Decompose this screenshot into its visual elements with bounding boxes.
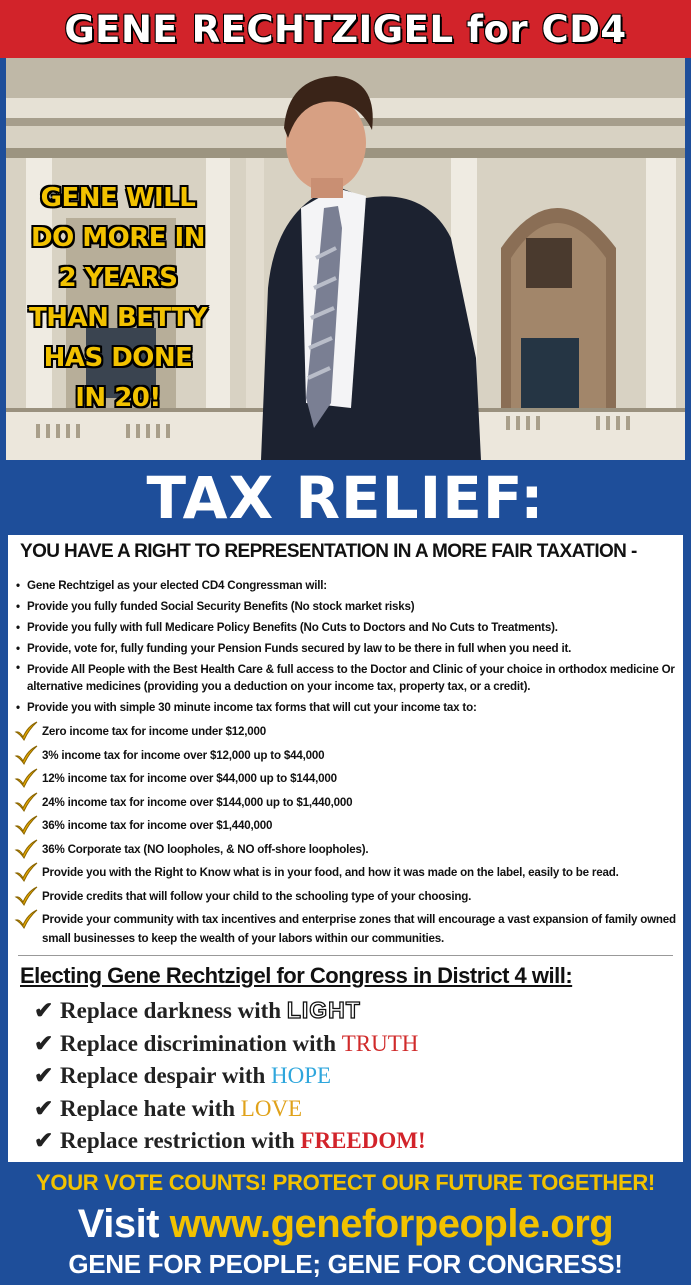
- slogan-line: DO MORE IN: [31, 223, 205, 253]
- vote-counts-line: YOUR VOTE COUNTS! PROTECT OUR FUTURE TOGETHER!: [36, 1170, 655, 1195]
- check-item: 24% income tax for income over $144,000 up to $1,440,000: [14, 791, 676, 815]
- check-item: 36% Corporate tax (NO loopholes, & NO off-shore loopholes).: [14, 838, 676, 862]
- slogan-line: HAS DONE: [43, 343, 193, 373]
- checkmark-icon: [14, 886, 38, 906]
- word-truth: TRUTH: [341, 1030, 419, 1056]
- check-icon: ✔: [34, 1095, 54, 1121]
- closing-slogan: GENE FOR PEOPLE; GENE FOR CONGRESS!: [68, 1249, 623, 1279]
- check-item: Provide you with the Right to Know what is in your food, and how it was made on the label, easily to be read.: [14, 861, 676, 885]
- tax-relief-title: TAX RELIEF:: [146, 464, 545, 532]
- word-light: LIGHT: [286, 997, 361, 1023]
- check-icon: ✔: [34, 998, 54, 1023]
- check-icon: ✔: [34, 1063, 54, 1088]
- electing-heading: Electing Gene Rechtzigel for Congress in District 4 will:: [20, 963, 573, 988]
- checkmark-icon: [14, 768, 38, 788]
- visit-label: Visit: [77, 1202, 159, 1246]
- checkmark-icon: [14, 721, 38, 741]
- lead-heading: YOU HAVE A RIGHT TO REPRESENTATION IN A MORE FAIR TAXATION -: [20, 541, 637, 562]
- platform-content: [8, 535, 683, 1162]
- check-icon: ✔: [34, 1128, 54, 1153]
- check-item: Provide your community with tax incentives and enterprise zones that will encourage a vast expansion of family owned small businesses to keep the wealth of your labors within our communities.: [14, 908, 676, 948]
- replace-item: ✔ Replace discrimination with TRUTH: [34, 1028, 426, 1061]
- word-freedom: FREEDOM!: [300, 1128, 426, 1153]
- word-hope: HOPE: [271, 1063, 332, 1088]
- check-item: Provide credits that will follow your child to the schooling type of your choosing.: [14, 885, 676, 909]
- checkmark-icon: [14, 862, 38, 882]
- bullet-item: • Provide, vote for, fully funding your Pension Funds secured by law to be there in full when you need it.: [16, 642, 572, 655]
- bullet-item: • Provide you fully funded Social Security Benefits (No stock market risks): [16, 600, 415, 613]
- slogan-text: [24, 178, 212, 418]
- header-banner: [0, 0, 691, 58]
- check-item: 36% income tax for income over $1,440,000: [14, 814, 676, 838]
- check-icon: ✔: [34, 1030, 54, 1056]
- slogan-line: 2 YEARS: [58, 263, 178, 293]
- tax-rate-list: [14, 720, 676, 948]
- candidate-photo: [6, 58, 685, 460]
- bullet-item: • Provide you fully with full Medicare Policy Benefits (No Cuts to Doctors and No Cuts to Treatments).: [16, 621, 558, 634]
- slogan-line: GENE WILL: [40, 183, 196, 213]
- bullet-item: • Gene Rechtzigel as your elected CD4 Congressman will:: [16, 579, 327, 592]
- visit-line: [0, 1199, 691, 1249]
- replace-item: ✔ Replace darkness with LIGHT: [34, 994, 426, 1028]
- bullet-item: • Provide you with simple 30 minute income tax forms that will cut your income tax to:: [16, 701, 477, 714]
- website-link[interactable]: www.geneforpeople.org: [169, 1202, 614, 1246]
- replace-item: ✔ Replace despair with HOPE: [34, 1060, 426, 1093]
- slogan-line: THAN BETTY: [29, 303, 207, 333]
- bullet-item: • Provide All People with the Best Health Care & full access to the Doctor and Clinic of your choice in orthodox medicine Or alternative medicines (providing you a deduction on your income tax, property tax, or a credit).: [16, 661, 675, 693]
- check-item: 3% income tax for income over $12,000 up to $44,000: [14, 744, 676, 768]
- checkmark-icon: [14, 839, 38, 859]
- slogan-line: IN 20!: [75, 383, 161, 413]
- check-item: 12% income tax for income over $44,000 up to $144,000: [14, 767, 676, 791]
- bullet-list: [16, 575, 676, 718]
- word-love: LOVE: [240, 1095, 303, 1121]
- checkmark-icon: [14, 792, 38, 812]
- checkmark-icon: [14, 745, 38, 765]
- replace-item: ✔ Replace hate with LOVE: [34, 1093, 426, 1126]
- replace-list: [34, 994, 426, 1158]
- check-item: Zero income tax for income under $12,000: [14, 720, 676, 744]
- replace-item: ✔ Replace restriction with FREEDOM!: [34, 1125, 426, 1158]
- checkmark-icon: [14, 909, 38, 929]
- divider: [18, 955, 673, 956]
- checkmark-icon: [14, 815, 38, 835]
- header-title: GENE RECHTZIGEL for CD4: [64, 8, 627, 51]
